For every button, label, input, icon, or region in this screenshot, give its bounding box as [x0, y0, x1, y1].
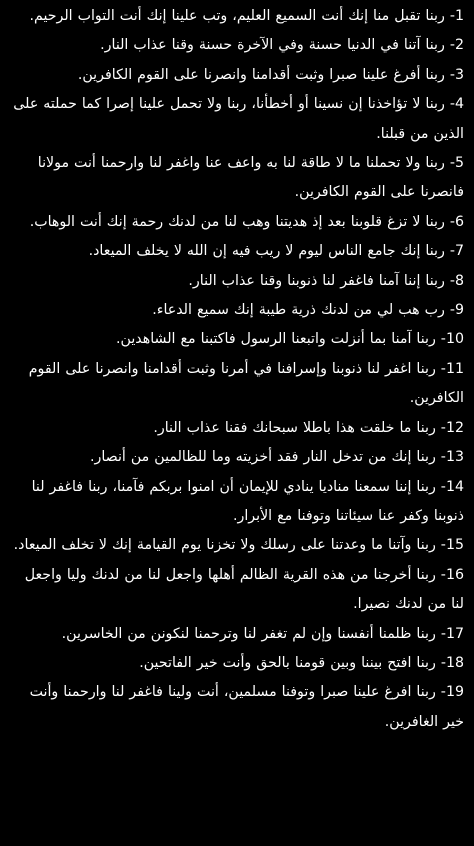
dua-item-2	[12, 31, 464, 60]
dua-text: 10- ربنا آمنا بما أنزلت واتبعنا الرسول فاكتبنا مع الشاهدين.	[116, 331, 464, 348]
dua-text: 6- ربنا لا تزغ قلوبنا بعد إذ هديتنا وهب لنا من لدنك رحمة إنك أنت الوهاب.	[29, 213, 464, 230]
dua-text: 15- ربنا وآتنا ما وعدتنا على رسلك ولا تخزنا يوم القيامة إنك لا تخلف الميعاد.	[13, 537, 464, 554]
dua-item-14	[12, 473, 464, 532]
dua-item-4	[12, 90, 464, 149]
dua-text: 17- ربنا ظلمنا أنفسنا وإن لم تغفر لنا وترحمنا لنكونن من الخاسرين.	[61, 625, 464, 642]
dua-text: 12- ربنا ما خلقت هذا باطلا سبحانك فقنا عذاب النار.	[153, 419, 464, 436]
dua-text: 9- رب هب لي من لدنك ذرية طيبة إنك سميع الدعاء.	[152, 302, 464, 319]
dua-item-10	[12, 325, 464, 354]
dua-item-5	[12, 149, 464, 208]
dua-text: 18- ربنا افتح بيننا وبين قومنا بالحق وأنت خير الفاتحين.	[139, 654, 464, 671]
dua-text: 8- ربنا إننا آمنا فاغفر لنا ذنوبنا وقنا عذاب النار.	[188, 272, 464, 289]
dua-text: 3- ربنا أفرغ علينا صبرا وثبت أقدامنا وانصرنا على القوم الكافرين.	[77, 66, 464, 83]
dua-text: 2- ربنا آتنا في الدنيا حسنة وفي الآخرة حسنة وقنا عذاب النار.	[100, 37, 464, 54]
dua-item-6	[12, 208, 464, 237]
dua-text: 4- ربنا لا تؤاخذنا إن نسينا أو أخطأنا، ربنا ولا تحمل علينا إصرا كما حملته على الذين من قبلنا.	[13, 96, 464, 142]
dua-item-7	[12, 237, 464, 266]
dua-item-1	[12, 2, 464, 31]
dua-text: 11- ربنا اغفر لنا ذنوبنا وإسرافنا في أمرنا وثبت أقدامنا وانصرنا على القوم الكافرين.	[28, 360, 464, 407]
dua-text: 5- ربنا ولا تحملنا ما لا طاقة لنا به واعف عنا واغفر لنا وارحمنا أنت مولانا فانصرنا على القوم الكافرين.	[37, 155, 464, 201]
dua-item-17	[12, 620, 464, 649]
dua-item-12	[12, 414, 464, 443]
dua-list	[12, 2, 464, 737]
dua-item-9	[12, 296, 464, 325]
dua-text: 1- ربنا تقبل منا إنك أنت السميع العليم، وتب علينا إنك أنت التواب الرحيم.	[29, 8, 464, 24]
dua-item-13	[12, 443, 464, 472]
dua-item-15	[12, 531, 464, 560]
dua-item-16	[12, 561, 464, 620]
dua-text: 19- ربنا افرغ علينا صبرا وتوفنا مسلمين، أنت ولينا فاغفر لنا وارحمنا وأنت خير الغافرين.	[29, 684, 464, 730]
dua-item-18	[12, 649, 464, 678]
dua-text: 13- ربنا إنك من تدخل النار فقد أخزيته وما للظالمين من أنصار.	[90, 449, 464, 466]
dua-text: 7- ربنا إنك جامع الناس ليوم لا ريب فيه إن الله لا يخلف الميعاد.	[88, 243, 464, 260]
dua-item-8	[12, 267, 464, 296]
dua-text: 16- ربنا أخرجنا من هذه القرية الظالم أهلها واجعل لنا من لدنك وليا واجعل لنا من لدنك نصيرا.	[24, 566, 464, 613]
dua-item-3	[12, 61, 464, 90]
dua-text: 14- ربنا إننا سمعنا مناديا ينادي للإيمان أن امنوا بربكم فآمنا، ربنا فاغفر لنا ذنوبنا وكفر عنا سيئاتنا وتوفنا مع الأبرار.	[31, 478, 464, 524]
dua-item-11	[12, 355, 464, 414]
dua-item-19	[12, 678, 464, 737]
